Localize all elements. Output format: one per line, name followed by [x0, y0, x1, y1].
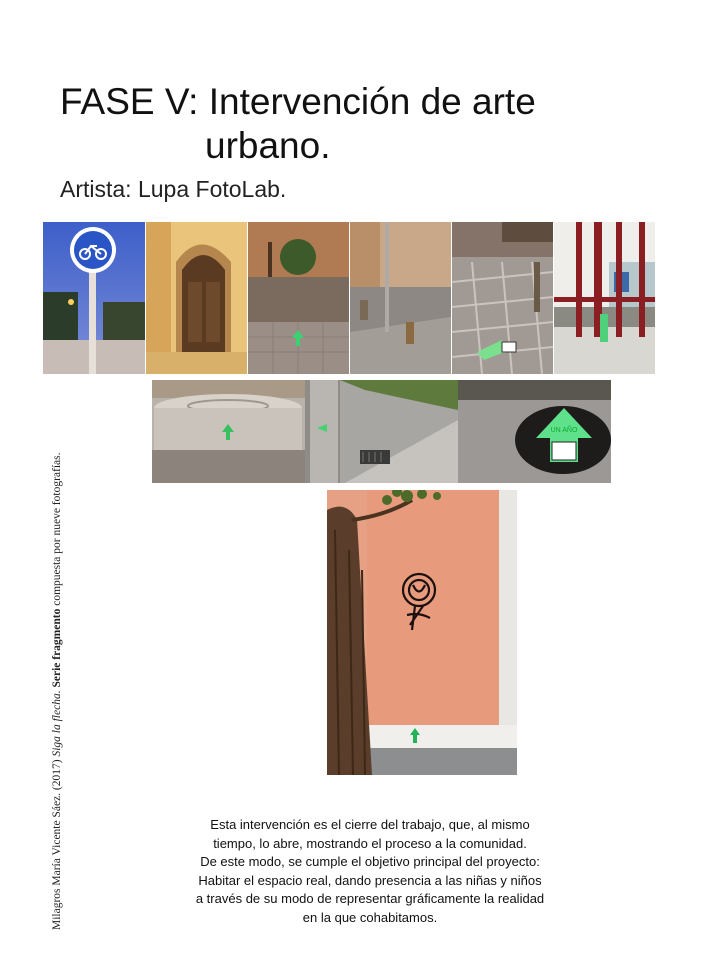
description-paragraph [170, 816, 570, 928]
body-line: tiempo, lo abre, mostrando el proceso a la comunidad. [213, 835, 527, 851]
caption-author: Milagros María Vicente Sáez. (2017) [51, 759, 63, 930]
body-line: Habitar el espacio real, dando presencia a las niñas y niños [198, 872, 542, 888]
photo-paving-arrow [452, 222, 553, 374]
photo-red-fence [554, 222, 655, 374]
artist-subtitle: Artista: Lupa FotoLab. [60, 176, 287, 202]
photo-tree-wall [327, 490, 517, 775]
caption-rest: compuesta por nueve fotografías. [51, 452, 63, 606]
body-line: Esta intervención es el cierre del trabajo, que, al mismo [210, 817, 530, 832]
body-line: en la que cohabitamos. [302, 909, 438, 925]
caption-work-title: Siga la flecha. [51, 690, 63, 757]
body-line: a través de su modo de representar gráficamente la realidad [195, 891, 545, 907]
title-line-1: FASE V: Intervención de arte [60, 81, 536, 122]
photo-ground-arrow [458, 380, 611, 483]
title-line-2: urbano. [205, 125, 331, 166]
arrow-handwritten-text: UN AÑO [550, 427, 578, 434]
photo-wooden-door [146, 222, 247, 374]
page-title [60, 80, 620, 168]
caption-series: Serie fragmento [51, 608, 63, 688]
photo-street-curb [350, 222, 451, 374]
photo-fountain-base [152, 380, 305, 483]
photo-bike-sign [43, 222, 145, 374]
photo-tree-plaza [248, 222, 349, 374]
body-line: De este modo, se cumple el objetivo principal del proyecto: [200, 854, 540, 870]
vertical-caption [50, 405, 64, 930]
photo-pole-drain [305, 380, 458, 483]
